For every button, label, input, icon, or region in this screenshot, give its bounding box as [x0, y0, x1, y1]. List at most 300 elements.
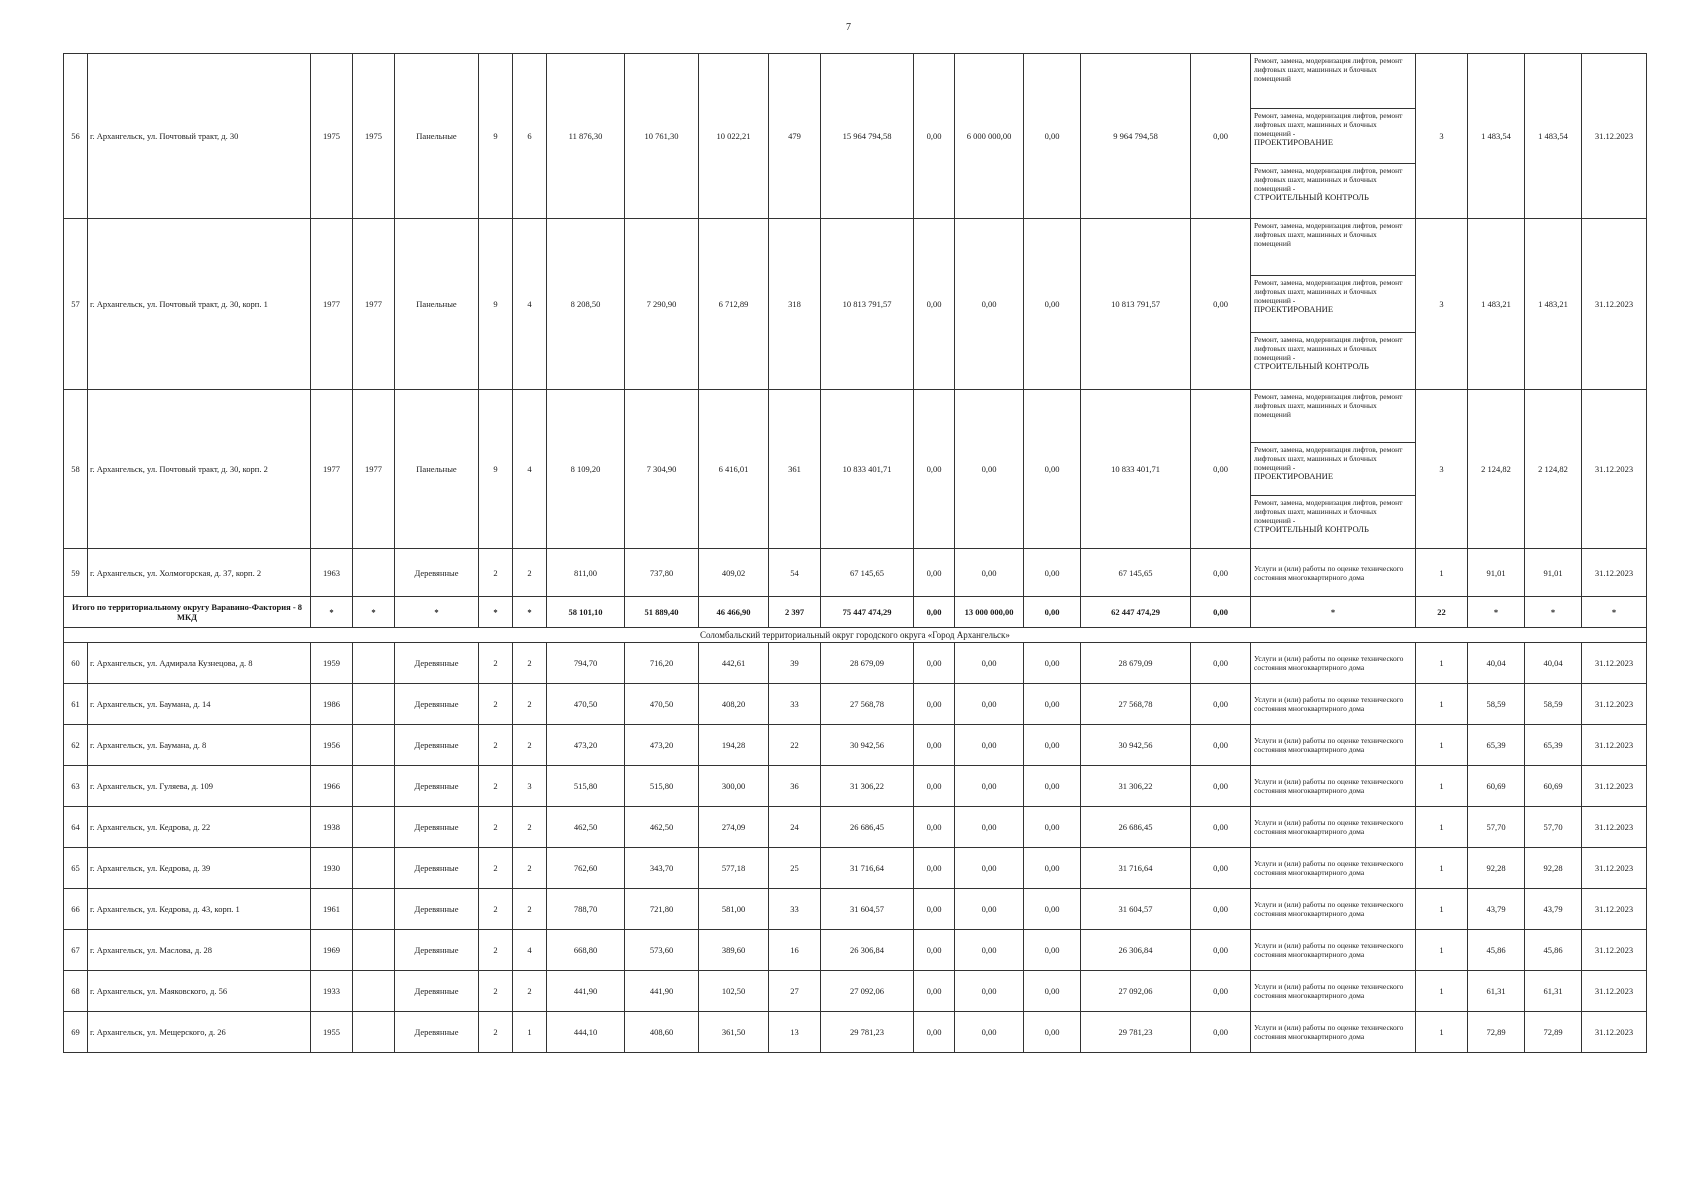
p1-cell: 92,28 [1468, 848, 1525, 889]
entr-cell: 4 [513, 390, 547, 549]
resid-cell: 16 [769, 930, 821, 971]
date-cell: 31.12.2023 [1582, 549, 1647, 597]
f3-cell: 0,00 [1024, 807, 1081, 848]
f5-cell: 0,00 [1191, 390, 1251, 549]
a2-cell: 7 304,90 [625, 390, 699, 549]
resid-cell: 27 [769, 971, 821, 1012]
f5-cell: 0,00 [1191, 971, 1251, 1012]
f1-cell: 0,00 [914, 807, 955, 848]
p2-cell: 91,01 [1525, 549, 1582, 597]
units-cell: 1 [1416, 807, 1468, 848]
table-row [64, 807, 1647, 848]
f2-total: 13 000 000,00 [955, 597, 1024, 628]
work-stage-label: СТРОИТЕЛЬНЫЙ КОНТРОЛЬ [1254, 361, 1369, 371]
a3-cell: 6 712,89 [699, 219, 769, 390]
placeholder-star: * [479, 597, 513, 628]
floors-cell: 2 [479, 1012, 513, 1053]
a1-total: 58 101,10 [547, 597, 625, 628]
work-type-item [1251, 333, 1415, 389]
date-cell: 31.12.2023 [1582, 390, 1647, 549]
placeholder-star: * [311, 597, 353, 628]
f5-cell: 0,00 [1191, 1012, 1251, 1053]
resid-cell: 33 [769, 684, 821, 725]
cost-cell: 26 306,84 [821, 930, 914, 971]
f4-cell: 28 679,09 [1081, 643, 1191, 684]
f2-cell: 0,00 [955, 549, 1024, 597]
table-row [64, 54, 1647, 219]
work-types-cell: Услуги и (или) работы по оценке технического состояния многоквартирного дома [1251, 684, 1416, 725]
work-type-item [1251, 390, 1415, 443]
y1-cell: 1977 [311, 390, 353, 549]
cost-cell: 26 686,45 [821, 807, 914, 848]
a3-cell: 102,50 [699, 971, 769, 1012]
work-type-text: Ремонт, замена, модернизация лифтов, ремонт лифтовых шахт, машинных и блочных помещений - [1254, 498, 1403, 525]
floors-cell: 2 [479, 766, 513, 807]
y1-cell: 1986 [311, 684, 353, 725]
f5-cell: 0,00 [1191, 643, 1251, 684]
row-number: 56 [64, 54, 88, 219]
f5-cell: 0,00 [1191, 725, 1251, 766]
address-cell: г. Архангельск, ул. Почтовый тракт, д. 30, корп. 2 [88, 390, 311, 549]
resid-cell: 13 [769, 1012, 821, 1053]
mat-cell: Панельные [395, 390, 479, 549]
f3-cell: 0,00 [1024, 219, 1081, 390]
p1-cell: 1 483,54 [1468, 54, 1525, 219]
f4-cell: 27 092,06 [1081, 971, 1191, 1012]
resid-total: 2 397 [769, 597, 821, 628]
work-type-text: Ремонт, замена, модернизация лифтов, ремонт лифтовых шахт, машинных и блочных помещений - [1254, 278, 1403, 305]
floors-cell: 2 [479, 643, 513, 684]
mat-cell: Деревянные [395, 971, 479, 1012]
row-number: 69 [64, 1012, 88, 1053]
date-cell: 31.12.2023 [1582, 54, 1647, 219]
date-cell: 31.12.2023 [1582, 1012, 1647, 1053]
address-cell: г. Архангельск, ул. Маслова, д. 28 [88, 930, 311, 971]
work-type-text: Ремонт, замена, модернизация лифтов, ремонт лифтовых шахт, машинных и блочных помещений - [1254, 166, 1403, 193]
resid-cell: 36 [769, 766, 821, 807]
mat-cell: Деревянные [395, 889, 479, 930]
resid-cell: 318 [769, 219, 821, 390]
cost-cell: 27 568,78 [821, 684, 914, 725]
row-number: 67 [64, 930, 88, 971]
units-cell: 1 [1416, 971, 1468, 1012]
f5-cell: 0,00 [1191, 54, 1251, 219]
table-row [64, 219, 1647, 390]
work-type-item [1251, 443, 1415, 496]
work-stage-label: ПРОЕКТИРОВАНИЕ [1254, 304, 1334, 314]
row-number: 58 [64, 390, 88, 549]
address-cell: г. Архангельск, ул. Маяковского, д. 56 [88, 971, 311, 1012]
units-cell: 1 [1416, 1012, 1468, 1053]
p2-cell: 92,28 [1525, 848, 1582, 889]
total-label: Итого по территориальному округу Варавино-Фактория - 8 МКД [64, 597, 311, 628]
mat-cell: Деревянные [395, 684, 479, 725]
f2-cell: 0,00 [955, 684, 1024, 725]
cost-cell: 10 813 791,57 [821, 219, 914, 390]
floors-cell: 2 [479, 889, 513, 930]
f3-cell: 0,00 [1024, 390, 1081, 549]
y2-cell [353, 684, 395, 725]
units-cell: 1 [1416, 725, 1468, 766]
f1-cell: 0,00 [914, 848, 955, 889]
f1-cell: 0,00 [914, 930, 955, 971]
f4-cell: 27 568,78 [1081, 684, 1191, 725]
row-number: 64 [64, 807, 88, 848]
work-types-cell: Услуги и (или) работы по оценке технического состояния многоквартирного дома [1251, 1012, 1416, 1053]
table-row [64, 549, 1647, 597]
a3-cell: 361,50 [699, 1012, 769, 1053]
work-types-cell: Услуги и (или) работы по оценке технического состояния многоквартирного дома [1251, 930, 1416, 971]
y1-cell: 1956 [311, 725, 353, 766]
floors-cell: 2 [479, 725, 513, 766]
a1-cell: 8 109,20 [547, 390, 625, 549]
y1-cell: 1969 [311, 930, 353, 971]
work-types-cell [1251, 219, 1416, 390]
y1-cell: 1930 [311, 848, 353, 889]
address-cell: г. Архангельск, ул. Адмирала Кузнецова, д. 8 [88, 643, 311, 684]
f3-cell: 0,00 [1024, 643, 1081, 684]
f4-cell: 26 686,45 [1081, 807, 1191, 848]
table-row [64, 848, 1647, 889]
resid-cell: 479 [769, 54, 821, 219]
a3-cell: 581,00 [699, 889, 769, 930]
row-number: 61 [64, 684, 88, 725]
f2-cell: 0,00 [955, 971, 1024, 1012]
a1-cell: 441,90 [547, 971, 625, 1012]
y1-cell: 1933 [311, 971, 353, 1012]
y2-cell: 1977 [353, 390, 395, 549]
work-types-cell [1251, 54, 1416, 219]
address-cell: г. Архангельск, ул. Почтовый тракт, д. 30 [88, 54, 311, 219]
f3-total: 0,00 [1024, 597, 1081, 628]
f5-cell: 0,00 [1191, 930, 1251, 971]
y1-cell: 1963 [311, 549, 353, 597]
a2-cell: 408,60 [625, 1012, 699, 1053]
floors-cell: 2 [479, 848, 513, 889]
f2-cell: 0,00 [955, 930, 1024, 971]
a1-cell: 470,50 [547, 684, 625, 725]
date-cell: 31.12.2023 [1582, 725, 1647, 766]
f2-cell: 0,00 [955, 725, 1024, 766]
a2-cell: 737,80 [625, 549, 699, 597]
p2-cell: 65,39 [1525, 725, 1582, 766]
p2-cell: 60,69 [1525, 766, 1582, 807]
placeholder-star: * [1251, 597, 1416, 628]
table-row [64, 930, 1647, 971]
f5-total: 0,00 [1191, 597, 1251, 628]
table-row [64, 766, 1647, 807]
y2-cell [353, 549, 395, 597]
y2-cell [353, 766, 395, 807]
a2-cell: 10 761,30 [625, 54, 699, 219]
f5-cell: 0,00 [1191, 807, 1251, 848]
y2-cell [353, 971, 395, 1012]
p2-cell: 58,59 [1525, 684, 1582, 725]
y1-cell: 1959 [311, 643, 353, 684]
a1-cell: 762,60 [547, 848, 625, 889]
cost-cell: 27 092,06 [821, 971, 914, 1012]
a3-cell: 442,61 [699, 643, 769, 684]
date-cell: 31.12.2023 [1582, 684, 1647, 725]
f4-cell: 10 833 401,71 [1081, 390, 1191, 549]
work-types-cell: Услуги и (или) работы по оценке технического состояния многоквартирного дома [1251, 971, 1416, 1012]
resid-cell: 24 [769, 807, 821, 848]
a2-cell: 441,90 [625, 971, 699, 1012]
placeholder-star: * [353, 597, 395, 628]
f2-cell: 0,00 [955, 807, 1024, 848]
placeholder-star: * [1582, 597, 1647, 628]
a3-cell: 10 022,21 [699, 54, 769, 219]
f1-cell: 0,00 [914, 54, 955, 219]
work-type-text: Ремонт, замена, модернизация лифтов, ремонт лифтовых шахт, машинных и блочных помещений [1254, 392, 1403, 419]
a3-cell: 389,60 [699, 930, 769, 971]
f4-cell: 9 964 794,58 [1081, 54, 1191, 219]
f1-cell: 0,00 [914, 766, 955, 807]
f1-cell: 0,00 [914, 643, 955, 684]
y1-cell: 1938 [311, 807, 353, 848]
f4-cell: 10 813 791,57 [1081, 219, 1191, 390]
a1-cell: 11 876,30 [547, 54, 625, 219]
cost-cell: 10 833 401,71 [821, 390, 914, 549]
y1-cell: 1966 [311, 766, 353, 807]
f2-cell: 0,00 [955, 766, 1024, 807]
f3-cell: 0,00 [1024, 930, 1081, 971]
f3-cell: 0,00 [1024, 725, 1081, 766]
f3-cell: 0,00 [1024, 766, 1081, 807]
entr-cell: 4 [513, 219, 547, 390]
work-type-text: Ремонт, замена, модернизация лифтов, ремонт лифтовых шахт, машинных и блочных помещений - [1254, 335, 1403, 362]
resid-cell: 25 [769, 848, 821, 889]
f1-cell: 0,00 [914, 971, 955, 1012]
p1-cell: 2 124,82 [1468, 390, 1525, 549]
entr-cell: 4 [513, 930, 547, 971]
address-cell: г. Архангельск, ул. Баумана, д. 8 [88, 725, 311, 766]
work-type-item [1251, 496, 1415, 548]
entr-cell: 1 [513, 1012, 547, 1053]
p1-cell: 45,86 [1468, 930, 1525, 971]
units-cell: 3 [1416, 390, 1468, 549]
entr-cell: 2 [513, 807, 547, 848]
p2-cell: 61,31 [1525, 971, 1582, 1012]
row-number: 62 [64, 725, 88, 766]
mat-cell: Деревянные [395, 725, 479, 766]
f2-cell: 0,00 [955, 219, 1024, 390]
f5-cell: 0,00 [1191, 219, 1251, 390]
placeholder-star: * [1468, 597, 1525, 628]
f5-cell: 0,00 [1191, 766, 1251, 807]
f1-total: 0,00 [914, 597, 955, 628]
work-types-cell: Услуги и (или) работы по оценке технического состояния многоквартирного дома [1251, 549, 1416, 597]
work-types-cell: Услуги и (или) работы по оценке технического состояния многоквартирного дома [1251, 889, 1416, 930]
table-row [64, 889, 1647, 930]
floors-cell: 2 [479, 930, 513, 971]
f3-cell: 0,00 [1024, 971, 1081, 1012]
mat-cell: Панельные [395, 219, 479, 390]
f1-cell: 0,00 [914, 684, 955, 725]
p1-cell: 60,69 [1468, 766, 1525, 807]
f2-cell: 0,00 [955, 1012, 1024, 1053]
a2-cell: 343,70 [625, 848, 699, 889]
a2-cell: 515,80 [625, 766, 699, 807]
cost-cell: 31 716,64 [821, 848, 914, 889]
p1-cell: 61,31 [1468, 971, 1525, 1012]
work-types-cell: Услуги и (или) работы по оценке технического состояния многоквартирного дома [1251, 766, 1416, 807]
y2-cell [353, 643, 395, 684]
a1-cell: 8 208,50 [547, 219, 625, 390]
f5-cell: 0,00 [1191, 889, 1251, 930]
address-cell: г. Архангельск, ул. Кедрова, д. 43, корп. 1 [88, 889, 311, 930]
units-cell: 1 [1416, 848, 1468, 889]
p2-cell: 1 483,21 [1525, 219, 1582, 390]
row-number: 63 [64, 766, 88, 807]
f2-cell: 0,00 [955, 889, 1024, 930]
a1-cell: 811,00 [547, 549, 625, 597]
a3-total: 46 466,90 [699, 597, 769, 628]
floors-cell: 2 [479, 971, 513, 1012]
a2-total: 51 889,40 [625, 597, 699, 628]
f3-cell: 0,00 [1024, 848, 1081, 889]
entr-cell: 2 [513, 889, 547, 930]
a1-cell: 515,80 [547, 766, 625, 807]
work-types-cell: Услуги и (или) работы по оценке технического состояния многоквартирного дома [1251, 807, 1416, 848]
units-total: 22 [1416, 597, 1468, 628]
address-cell: г. Архангельск, ул. Мещерского, д. 26 [88, 1012, 311, 1053]
mat-cell: Деревянные [395, 1012, 479, 1053]
date-cell: 31.12.2023 [1582, 643, 1647, 684]
entr-cell: 3 [513, 766, 547, 807]
work-types-cell: Услуги и (или) работы по оценке технического состояния многоквартирного дома [1251, 643, 1416, 684]
p1-cell: 72,89 [1468, 1012, 1525, 1053]
row-number: 59 [64, 549, 88, 597]
floors-cell: 9 [479, 390, 513, 549]
work-types-cell: Услуги и (или) работы по оценке технического состояния многоквартирного дома [1251, 848, 1416, 889]
a1-cell: 788,70 [547, 889, 625, 930]
work-stage-label: ПРОЕКТИРОВАНИЕ [1254, 471, 1334, 481]
mat-cell: Деревянные [395, 549, 479, 597]
resid-cell: 361 [769, 390, 821, 549]
p2-cell: 40,04 [1525, 643, 1582, 684]
date-cell: 31.12.2023 [1582, 889, 1647, 930]
f2-cell: 6 000 000,00 [955, 54, 1024, 219]
y1-cell: 1977 [311, 219, 353, 390]
floors-cell: 2 [479, 807, 513, 848]
cost-cell: 28 679,09 [821, 643, 914, 684]
mat-cell: Деревянные [395, 848, 479, 889]
y2-cell: 1977 [353, 219, 395, 390]
entr-cell: 2 [513, 643, 547, 684]
work-stage-label: СТРОИТЕЛЬНЫЙ КОНТРОЛЬ [1254, 192, 1369, 202]
cost-total: 75 447 474,29 [821, 597, 914, 628]
a2-cell: 721,80 [625, 889, 699, 930]
date-cell: 31.12.2023 [1582, 807, 1647, 848]
work-stage-label: СТРОИТЕЛЬНЫЙ КОНТРОЛЬ [1254, 524, 1369, 534]
units-cell: 1 [1416, 889, 1468, 930]
f4-cell: 29 781,23 [1081, 1012, 1191, 1053]
resid-cell: 39 [769, 643, 821, 684]
p1-cell: 91,01 [1468, 549, 1525, 597]
row-number: 66 [64, 889, 88, 930]
entr-cell: 2 [513, 549, 547, 597]
f4-cell: 31 716,64 [1081, 848, 1191, 889]
date-cell: 31.12.2023 [1582, 219, 1647, 390]
address-cell: г. Архангельск, ул. Почтовый тракт, д. 30, корп. 1 [88, 219, 311, 390]
y2-cell [353, 930, 395, 971]
work-stage-label: ПРОЕКТИРОВАНИЕ [1254, 137, 1334, 147]
a1-cell: 668,80 [547, 930, 625, 971]
work-type-text: Ремонт, замена, модернизация лифтов, ремонт лифтовых шахт, машинных и блочных помещений - [1254, 111, 1403, 138]
work-type-text: Ремонт, замена, модернизация лифтов, ремонт лифтовых шахт, машинных и блочных помещений - [1254, 445, 1403, 472]
f1-cell: 0,00 [914, 390, 955, 549]
resid-cell: 22 [769, 725, 821, 766]
a3-cell: 274,09 [699, 807, 769, 848]
table-row [64, 971, 1647, 1012]
f1-cell: 0,00 [914, 725, 955, 766]
address-cell: г. Архангельск, ул. Кедрова, д. 22 [88, 807, 311, 848]
p2-cell: 57,70 [1525, 807, 1582, 848]
row-number: 65 [64, 848, 88, 889]
units-cell: 1 [1416, 930, 1468, 971]
a1-cell: 794,70 [547, 643, 625, 684]
cost-cell: 31 306,22 [821, 766, 914, 807]
a1-cell: 444,10 [547, 1012, 625, 1053]
p1-cell: 40,04 [1468, 643, 1525, 684]
a3-cell: 409,02 [699, 549, 769, 597]
table-row [64, 643, 1647, 684]
placeholder-star: * [1525, 597, 1582, 628]
date-cell: 31.12.2023 [1582, 971, 1647, 1012]
address-cell: г. Архангельск, ул. Холмогорская, д. 37, корп. 2 [88, 549, 311, 597]
p1-cell: 43,79 [1468, 889, 1525, 930]
units-cell: 3 [1416, 54, 1468, 219]
entr-cell: 6 [513, 54, 547, 219]
f1-cell: 0,00 [914, 549, 955, 597]
y1-cell: 1975 [311, 54, 353, 219]
address-cell: г. Архангельск, ул. Баумана, д. 14 [88, 684, 311, 725]
a3-cell: 194,28 [699, 725, 769, 766]
units-cell: 1 [1416, 684, 1468, 725]
work-types-cell [1251, 390, 1416, 549]
floors-cell: 2 [479, 684, 513, 725]
f1-cell: 0,00 [914, 1012, 955, 1053]
row-number: 57 [64, 219, 88, 390]
a3-cell: 6 416,01 [699, 390, 769, 549]
f5-cell: 0,00 [1191, 848, 1251, 889]
date-cell: 31.12.2023 [1582, 930, 1647, 971]
p1-cell: 1 483,21 [1468, 219, 1525, 390]
y1-cell: 1955 [311, 1012, 353, 1053]
entr-cell: 2 [513, 725, 547, 766]
placeholder-star: * [395, 597, 479, 628]
y2-cell: 1975 [353, 54, 395, 219]
y2-cell [353, 725, 395, 766]
y1-cell: 1961 [311, 889, 353, 930]
mat-cell: Панельные [395, 54, 479, 219]
table-row [64, 684, 1647, 725]
resid-cell: 33 [769, 889, 821, 930]
work-type-text: Ремонт, замена, модернизация лифтов, ремонт лифтовых шахт, машинных и блочных помещений [1254, 221, 1403, 248]
placeholder-star: * [513, 597, 547, 628]
work-type-text: Ремонт, замена, модернизация лифтов, ремонт лифтовых шахт, машинных и блочных помещений [1254, 56, 1403, 83]
floors-cell: 9 [479, 219, 513, 390]
f5-cell: 0,00 [1191, 684, 1251, 725]
y2-cell [353, 1012, 395, 1053]
entr-cell: 2 [513, 684, 547, 725]
f2-cell: 0,00 [955, 643, 1024, 684]
work-type-item [1251, 164, 1415, 218]
table-row [64, 1012, 1647, 1053]
table-body [64, 54, 1647, 1053]
entr-cell: 2 [513, 848, 547, 889]
